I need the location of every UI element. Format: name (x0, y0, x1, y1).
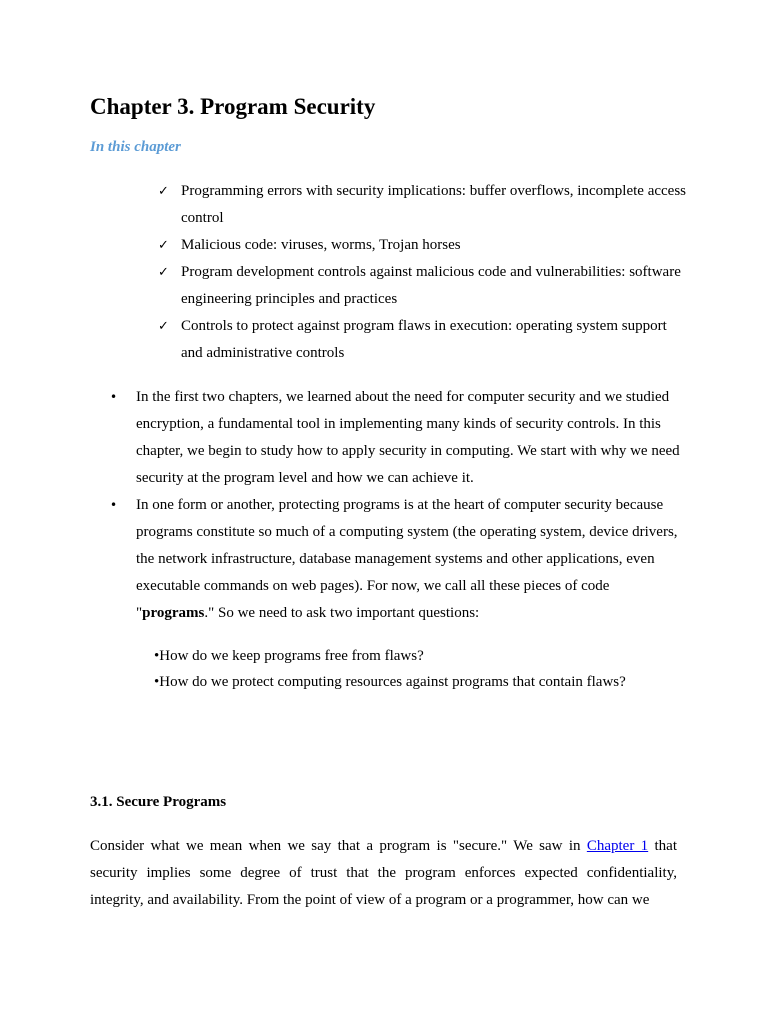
bullet-icon: • (110, 390, 118, 404)
intro-bullet-item (108, 492, 683, 627)
intro-bullet-text: In the first two chapters, we learned about the need for computer security and we studied encryption, a fundamental tool in implementing many kinds of security controls. In this chapter, we begin to study how to apply security in computing. We start with why we need security at the program level and how we can achieve it. (136, 389, 680, 486)
objective-item (158, 178, 688, 232)
paragraph-text-before-link: Consider what we mean when we say that a program is "secure." We saw in (90, 838, 587, 854)
intro-text-before-term: In one form or another, protecting programs is at the heart of computer security because programs constitute so much of a computing system (the operating system, device drivers, the network infrastructure, database management systems and other applications, even executable commands on web pages). For now, we call all these pieces of code " (136, 497, 678, 621)
objective-text: Controls to protect against program flaws in execution: operating system support and administrative controls (181, 318, 667, 361)
objective-item (158, 232, 688, 259)
section-heading: 3.1. Secure Programs (90, 794, 227, 810)
intro-text-after-term: ." So we need to ask two important questions: (204, 605, 480, 621)
objective-item (158, 259, 688, 313)
question-item: •How do we keep programs free from flaws? (154, 648, 424, 664)
chapter-1-link[interactable]: Chapter 1 (586, 838, 649, 854)
bullet-icon: • (110, 498, 118, 512)
section-paragraph (90, 833, 677, 914)
objective-text: Programming errors with security implications: buffer overflows, incomplete access control (181, 183, 687, 226)
objective-item (158, 313, 688, 367)
objective-text: Malicious code: viruses, worms, Trojan horses (181, 237, 461, 253)
check-mark-icon: ✓ (158, 184, 169, 199)
objective-text: Program development controls against malicious code and vulnerabilities: software engineering principles and practices (181, 264, 681, 307)
paragraph-text-after-link: that security implies some degree of trust that the program enforces expected confidentiality, integrity, and availability. From the point of view of a program or a programmer, how can we (90, 838, 677, 908)
intro-bullet-item (108, 384, 683, 492)
programs-term: programs (142, 605, 205, 621)
chapter-title: Chapter 3. Program Security (90, 94, 376, 119)
check-mark-icon: ✓ (158, 319, 169, 334)
question-item: •How do we protect computing resources against programs that contain flaws? (154, 674, 626, 690)
chapter-overview-heading: In this chapter (90, 139, 181, 155)
check-mark-icon: ✓ (158, 265, 169, 280)
intro-bullet-list (108, 384, 683, 627)
key-questions-list (154, 643, 694, 695)
intro-bullet-text (136, 497, 678, 621)
check-mark-icon: ✓ (158, 238, 169, 253)
chapter-objectives-list (158, 178, 688, 367)
